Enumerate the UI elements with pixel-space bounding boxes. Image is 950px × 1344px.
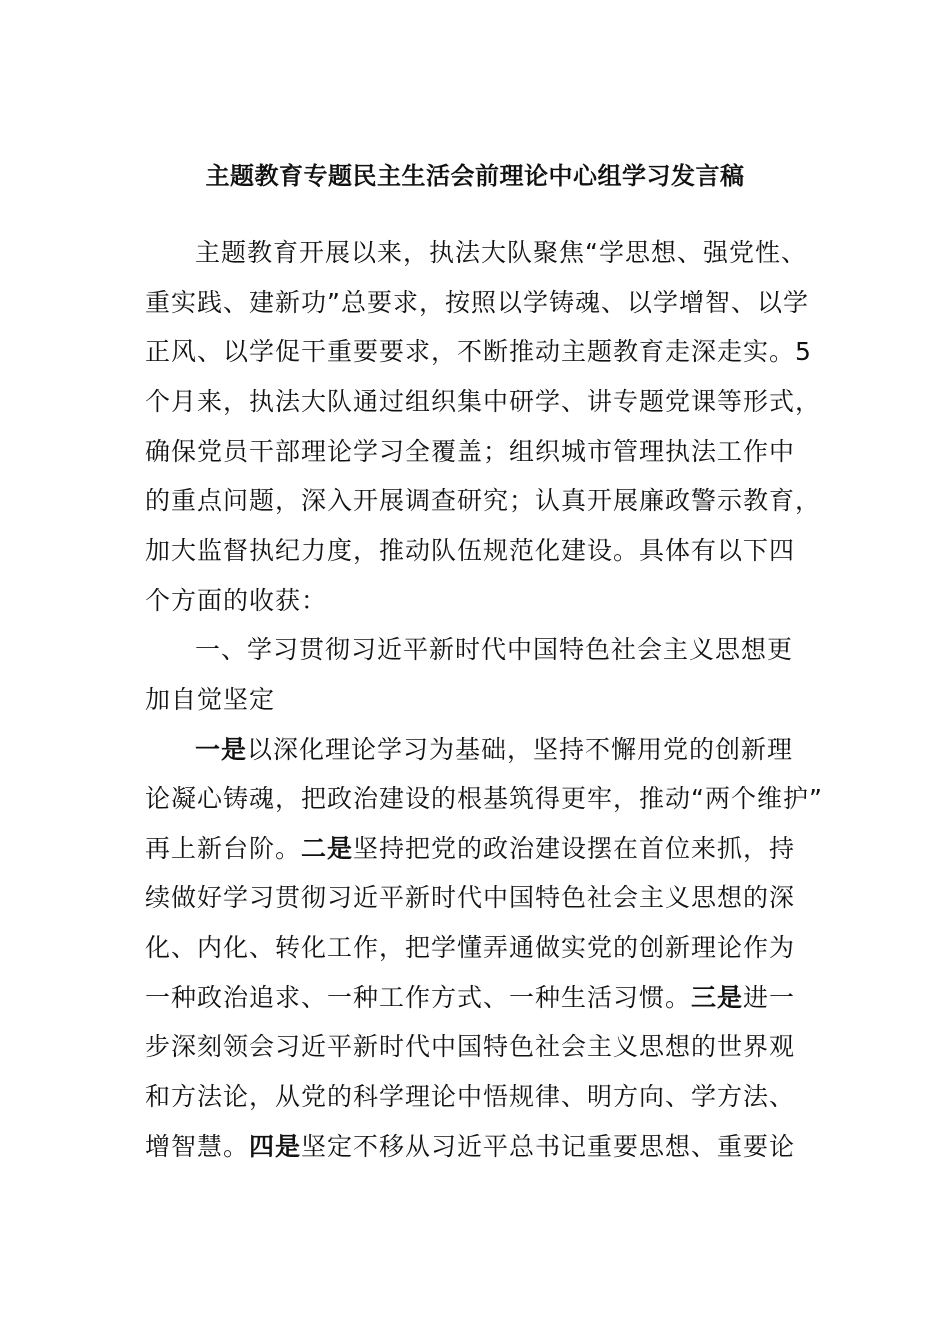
intro-line-2: 重实践、建新功”总要求，按照以学铸魂、以学增智、以学 bbox=[145, 288, 809, 317]
point-three-marker: 三是 bbox=[691, 983, 744, 1012]
intro-line-5: 确保党员干部理论学习全覆盖；组织城市管理执法工作中 bbox=[145, 437, 796, 466]
page-title: 主题教育专题民主生活会前理论中心组学习发言稿 bbox=[205, 162, 745, 190]
point-four-marker: 四是 bbox=[249, 1132, 302, 1161]
intro-line-7: 加大监督执纪力度，推动队伍规范化建设。具体有以下四 bbox=[145, 536, 796, 565]
point-four-text: 坚定不移从习近平总书记重要思想、重要论 bbox=[301, 1132, 796, 1161]
section-1-body-line-5: 化、内化、转化工作，把学懂弄通做实党的创新理论作为 bbox=[145, 933, 796, 962]
point-one-marker: 一是 bbox=[195, 735, 248, 764]
section-1-heading-line-1: 一、学习贯彻习近平新时代中国特色社会主义思想更 bbox=[195, 635, 794, 664]
section-1-heading-line-2: 加自觉坚定 bbox=[145, 685, 276, 714]
section-1-body-line-8: 和方法论，从党的科学理论中悟规律、明方向、学方法、 bbox=[145, 1082, 796, 1111]
point-two-marker: 二是 bbox=[301, 834, 354, 863]
section-1-body-line-4: 续做好学习贯彻习近平新时代中国特色社会主义思想的深 bbox=[145, 883, 796, 912]
intro-line-6: 的重点问题，深入开展调查研究；认真开展廉政警示教育， bbox=[145, 486, 822, 515]
section-1-body-line-7: 步深刻领会习近平新时代中国特色社会主义思想的世界观 bbox=[145, 1032, 796, 1061]
intro-line-3: 正风、以学促干重要要求，不断推动主题教育走深走实。5 bbox=[145, 337, 812, 366]
section-1-body-line-9 bbox=[145, 1129, 795, 1165]
intro-line-4: 个月来，执法大队通过组织集中研学、讲专题党课等形式， bbox=[145, 387, 822, 416]
section-1-body-line-2: 论凝心铸魂，把政治建设的根基筑得更牢，推动“两个维护” bbox=[145, 784, 823, 813]
point-two-text: 坚持把党的政治建设摆在首位来抓，持 bbox=[353, 834, 796, 863]
intro-line-1: 主题教育开展以来，执法大队聚焦“学思想、强党性、 bbox=[195, 238, 807, 267]
section-1-body-line-6 bbox=[145, 980, 795, 1016]
intro-line-8: 个方面的收获： bbox=[145, 586, 328, 615]
section-1-body-line-1 bbox=[195, 732, 793, 768]
point-one-text: 以深化理论学习为基础，坚持不懈用党的创新理 bbox=[247, 735, 794, 764]
point-two-end: 一种政治追求、一种工作方式、一种生活习惯。 bbox=[145, 983, 692, 1012]
point-three-text: 进一 bbox=[743, 983, 796, 1012]
point-one-end: 再上新台阶。 bbox=[145, 834, 302, 863]
section-1-body-line-3 bbox=[145, 831, 795, 867]
point-three-end: 增智慧。 bbox=[145, 1132, 250, 1161]
